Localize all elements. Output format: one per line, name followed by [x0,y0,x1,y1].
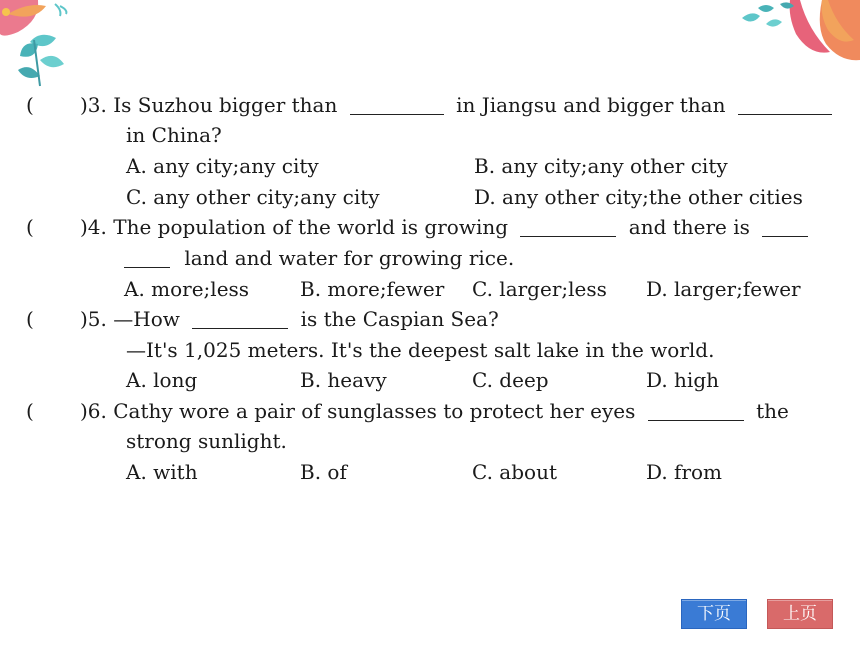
question-stem: in Jiangsu and bigger than [456,93,726,117]
option-d: D. any other city;the other cities [474,185,803,209]
question-6-line-1 [80,399,789,423]
question-3-line-2: in China? [126,123,222,147]
previous-page-button[interactable]: 上页 [767,599,833,629]
question-6-line-2: strong sunlight. [126,429,287,453]
blank [350,94,444,115]
question-stem: The population of the world is growing [113,215,509,239]
answer-paren-6[interactable]: ( [26,399,34,423]
answer-paren-3[interactable]: ( [26,93,34,117]
question-4-line-2 [124,246,514,270]
option-c: C. larger;less [472,277,607,301]
option-a: A. more;less [124,277,250,301]
option-d: D. from [646,460,723,484]
option-b: B. any city;any other city [474,154,728,178]
option-a: A. with [126,460,198,484]
blank [648,400,744,421]
answer-paren-4[interactable]: ( [26,215,34,239]
question-5-line-2: —It's 1,025 meters. It's the deepest salt lake in the world. [126,338,715,362]
question-3-line-1 [80,93,832,117]
option-c: C. any other city;any city [126,185,380,209]
question-5-line-1 [80,307,499,331]
floral-decoration-left-icon [0,0,90,90]
option-d: D. high [646,368,719,392]
question-stem: land and water for growing rice. [184,246,515,270]
option-d: D. larger;fewer [646,277,801,301]
answer-paren-5[interactable]: ( [26,307,34,331]
floral-decoration-right-icon [730,0,860,75]
question-stem: Cathy wore a pair of sunglasses to protect her eyes [113,399,636,423]
question-number: )6. [80,399,107,423]
option-a: A. any city;any city [126,154,319,178]
blank [762,216,808,237]
blank [124,247,170,268]
option-b: B. more;fewer [300,277,445,301]
question-stem: —How [113,307,180,331]
option-b: B. of [300,460,347,484]
question-number: )5. [80,307,107,331]
question-stem: the [756,399,789,423]
question-number: )4. [80,215,107,239]
option-b: B. heavy [300,368,387,392]
next-page-button[interactable]: 下页 [681,599,747,629]
option-c: C. deep [472,368,549,392]
question-stem: and there is [628,215,750,239]
option-c: C. about [472,460,557,484]
blank [738,94,832,115]
blank [192,308,288,329]
question-stem: is the Caspian Sea? [300,307,499,331]
blank [520,216,616,237]
question-number: )3. [80,93,107,117]
question-4-line-1 [80,215,808,239]
option-a: A. long [126,368,198,392]
question-stem: Is Suzhou bigger than [113,93,338,117]
